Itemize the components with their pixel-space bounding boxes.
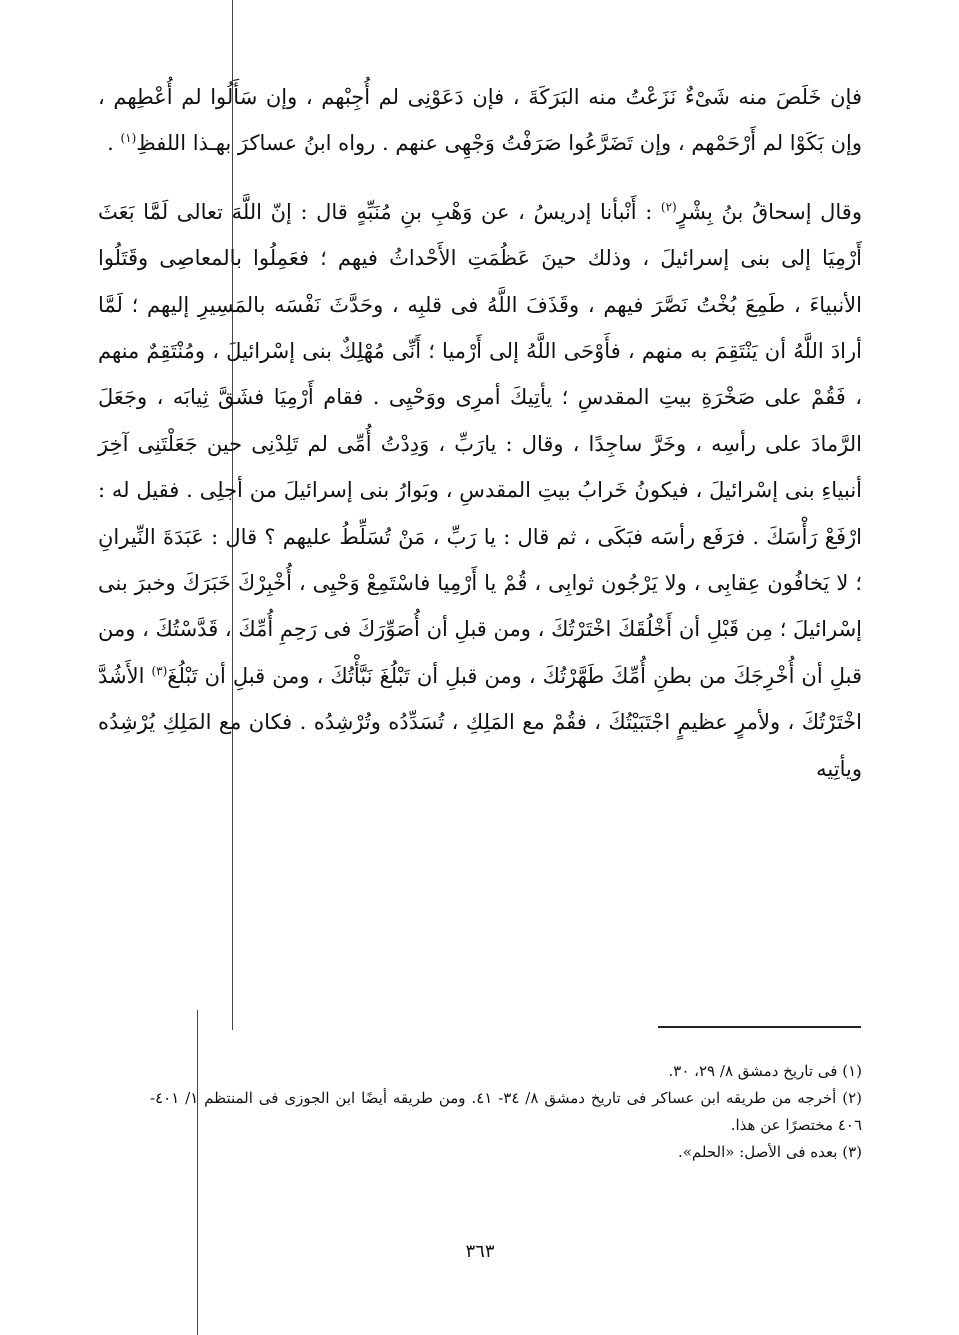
paragraph-1-text: فإن خَلَصَ منه شَىْءٌ نَزَعْتُ منه البَرَكَةَ ، فإن دَعَوْنِى لم أُجِبْهم ، وإن سَأَلُوا لم أُعْطِهم ، وإن بَكَوْا لم أَرْحَمْهم ، وإن تَضَرَّعُوا صَرَفْتُ وَجْهِى عنهم . رواه ابنُ عساكرَ بهـذا اللفظِ — [98, 85, 862, 156]
footnote-2: (٢) أخرجه من طريقه ابن عساكر فى تاريخ دمشق ٨/ ٣٤- ٤١. ومن طريقه أيضًا ابن الجوزى فى المنتظم ١/ ٤٠١- ٤٠٦ مختصرًا عن هذا. — [150, 1089, 862, 1134]
footnote-divider — [658, 1026, 861, 1028]
footnotes — [150, 1058, 862, 1166]
main-text — [98, 74, 862, 792]
footnote-3: (٣) بعده فى الأصل: «الحلم». — [677, 1143, 862, 1161]
paragraph-2-tail: الأَشُدَّ اخْتَرْتُكَ ، ولأمرٍ عظيمٍ اجْتَبَيْتُكَ ، فقُمْ مع المَلِكِ ، تُسَدِّدُه وتُرْشِدُه . فكان مع المَلِكِ يُرْشِدُه ويأتِيه — [98, 663, 862, 781]
footnote-ref-1: (١) — [120, 131, 137, 146]
paragraph-1 — [98, 74, 862, 167]
footnote-1: (١) فى تاريخ دمشق ٨/ ٢٩، ٣٠. — [668, 1062, 862, 1080]
page-number: ٣٦٣ — [465, 1241, 495, 1262]
paragraph-2-lead: وقال إسحاقُ بنُ بِشْرٍ — [676, 199, 862, 224]
footnote-ref-3: (٣) — [151, 663, 168, 678]
paragraph-1-end: . — [107, 131, 121, 156]
paragraph-2-text: : أَنْبأنا إدريسُ ، عن وَهْبِ بنِ مُنَبِّهٍ قال : إنّ اللَّهَ تعالى لَمَّا بَعَثَ أَرْمِيَا إلى بنى إسرائيلَ ، وذلك حينَ عَظُمَتِ الأَحْداثُ فيهم ؛ فعَمِلُوا بالمعاصِى وقَتَلُوا الأنبياءَ ، طَمِعَ بُخْتُ نَصَّرَ فيهم ، وقَذَفَ اللَّهُ فى قلبِه ، وحَدَّثَ نَفْسَه بالمَسِيرِ إليهم ؛ لَمَّا أرادَ اللَّهُ أن يَنْتَقِمَ به منهم ، فأَوْحَى اللَّهُ إلى أَرْميا ؛ أَنِّى مُهْلِكٌ بنى إسْرائيلَ ، ومُنْتَقِمٌ منهم ، فَقُمْ على صَخْرَةِ بيتِ المقدسِ ؛ يأتِيكَ أمرِى ووَحْيِى . فقام أَرْمِيَا فشَقَّ ثِيابَه ، وجَعَلَ الرَّمادَ على رأسِه ، وخَرَّ ساجِدًا ، وقال : يارَبِّ ، وَدِدْتُ أُمِّى لم تَلِدْنِى حين جَعَلْتَنِى آخِرَ أنبياءِ بنى إسْرائيلَ ، فيكونُ خَرابُ بيتِ المقدسِ ، وبَوارُ بنى إسرائيلَ من أجلِى . فقيل له : ارْفَعْ رَأْسَكَ . فرَفَع رأسَه فبَكَى ، ثم قال : يا رَبِّ ، مَنْ تُسَلِّطُ عليهم ؟ قال : عَبَدَةَ النِّيرانِ ؛ لا يَخافُون عِقابِى ، ولا يَرْجُون ثوابِى ، قُمْ يا أَرْمِيا فاسْتَمِعْ وَحْيِى ، أُخْبِرْكَ خَبَرَكَ وخبرَ بنى إسْرائيلَ ؛ مِن قَبْلِ أن أَخْلُقَكَ اخْتَرْتُكَ ، ومن قبلِ أن أُصَوِّرَكَ فى رَحِمِ أُمِّكَ ، قَدَّسْتُكَ ، ومن قبلِ أن أُخْرِجَكَ من بطنِ أُمِّكَ طَهَّرْتُكَ ، ومن قبلِ أن تَبْلُغَ نَبَّأْتُكَ ، ومن قبلِ أن تَبْلُغَ — [98, 199, 862, 688]
paragraph-2 — [98, 189, 862, 792]
footnote-ref-2: (٢) — [660, 199, 677, 214]
